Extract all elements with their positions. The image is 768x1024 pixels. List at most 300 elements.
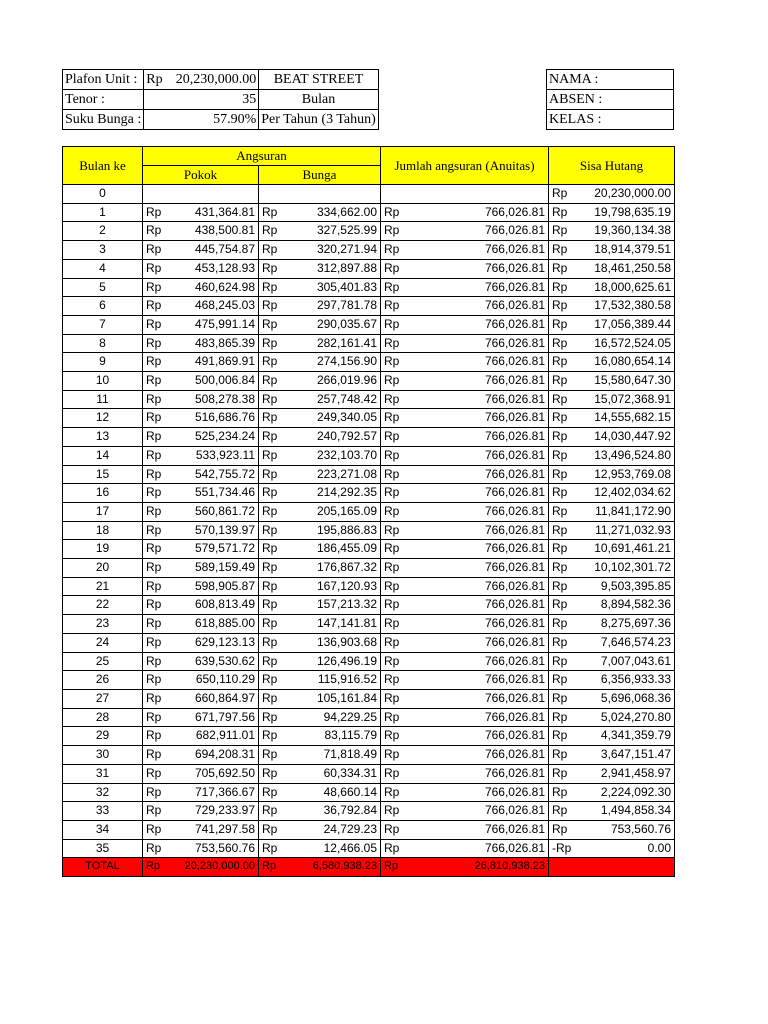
pokok-value: 533,923.11 bbox=[195, 447, 255, 462]
table-row bbox=[63, 334, 675, 353]
jumlah-cell bbox=[381, 783, 549, 802]
pokok-value: 589,159.49 bbox=[194, 560, 255, 575]
currency-label: Rp bbox=[262, 354, 278, 369]
bunga-value: 167,120.93 bbox=[316, 578, 377, 593]
pokok-value: 694,208.31 bbox=[194, 747, 255, 762]
bunga-value: 71,818.49 bbox=[323, 747, 377, 762]
currency-label: Rp bbox=[262, 279, 278, 294]
bulan-cell: 21 bbox=[63, 577, 143, 596]
currency-label: Rp bbox=[262, 204, 278, 219]
total-row bbox=[63, 858, 675, 877]
jumlah-cell bbox=[381, 278, 549, 297]
pokok-value: 570,139.97 bbox=[194, 522, 255, 537]
currency-label: Rp bbox=[146, 466, 162, 481]
currency-label: Rp bbox=[262, 223, 278, 238]
pokok-cell bbox=[143, 633, 259, 652]
bunga-cell bbox=[259, 484, 381, 503]
bunga-value: 266,019.96 bbox=[316, 373, 377, 388]
currency-label: Rp bbox=[262, 373, 278, 388]
sisa-cell bbox=[549, 465, 675, 484]
bulan-cell: 24 bbox=[63, 633, 143, 652]
pokok-cell bbox=[143, 241, 259, 260]
total-jumlah-cell bbox=[381, 858, 549, 877]
bunga-value: 83,115.79 bbox=[324, 728, 377, 743]
currency-label: Rp bbox=[146, 634, 162, 649]
pokok-cell bbox=[143, 222, 259, 241]
pokok-value: 500,006.84 bbox=[194, 373, 255, 388]
currency-label: Rp bbox=[384, 634, 400, 649]
bunga-value: 305,401.83 bbox=[316, 279, 377, 294]
bunga-cell bbox=[259, 671, 381, 690]
sisa-value: 9,503,395.85 bbox=[600, 578, 671, 593]
currency-label: Rp bbox=[262, 298, 278, 313]
pokok-value: 705,692.50 bbox=[194, 765, 255, 780]
currency-label: Rp bbox=[146, 447, 162, 462]
total-pokok-cell bbox=[143, 858, 259, 877]
currency-label: Rp bbox=[262, 242, 278, 257]
sisa-cell bbox=[549, 746, 675, 765]
currency-label: Rp bbox=[384, 522, 400, 537]
currency-label: Rp bbox=[552, 279, 568, 294]
bunga-cell bbox=[259, 559, 381, 578]
currency-label: Rp bbox=[262, 728, 278, 743]
currency-label: Rp bbox=[384, 204, 400, 219]
bunga-cell bbox=[259, 241, 381, 260]
jumlah-cell bbox=[381, 839, 549, 858]
table-row bbox=[63, 615, 675, 634]
sisa-value: 7,007,043.61 bbox=[600, 653, 671, 668]
student-info-table bbox=[546, 69, 674, 130]
currency-label: Rp bbox=[262, 335, 278, 350]
currency-label: Rp bbox=[146, 672, 162, 687]
currency-label: Rp bbox=[146, 298, 162, 313]
bulan-cell: 14 bbox=[63, 446, 143, 465]
jumlah-cell bbox=[381, 297, 549, 316]
currency-label: Rp bbox=[552, 634, 568, 649]
bunga-value: 24,729.23 bbox=[323, 821, 377, 836]
bunga-value: 232,103.70 bbox=[316, 447, 377, 462]
pokok-cell bbox=[143, 802, 259, 821]
table-row bbox=[63, 353, 675, 372]
currency-label: Rp bbox=[552, 672, 568, 687]
sisa-cell bbox=[549, 334, 675, 353]
pokok-cell bbox=[143, 746, 259, 765]
jumlah-value: 766,026.81 bbox=[484, 765, 545, 780]
bunga-cell bbox=[259, 334, 381, 353]
bunga-value: 195,886.83 bbox=[316, 522, 377, 537]
currency-label: Rp bbox=[146, 223, 162, 238]
col-header-pokok: Pokok bbox=[143, 166, 259, 185]
currency-label: Rp bbox=[552, 803, 568, 818]
jumlah-cell bbox=[381, 502, 549, 521]
currency-label: Rp bbox=[146, 803, 162, 818]
currency-label: Rp bbox=[552, 503, 568, 518]
jumlah-cell bbox=[381, 222, 549, 241]
pokok-cell bbox=[143, 652, 259, 671]
bunga-value: 36,792.84 bbox=[323, 803, 377, 818]
bunga-cell bbox=[259, 297, 381, 316]
sisa-value: 11,841,172.90 bbox=[595, 503, 671, 518]
sisa-cell bbox=[549, 278, 675, 297]
currency-label: Rp bbox=[384, 391, 400, 406]
table-row bbox=[63, 502, 675, 521]
sisa-cell bbox=[549, 484, 675, 503]
jumlah-value: 766,026.81 bbox=[484, 410, 545, 425]
total-pokok: 20,230,000.00 bbox=[184, 860, 255, 873]
bunga-value: 257,748.42 bbox=[316, 391, 377, 406]
jumlah-cell bbox=[381, 577, 549, 596]
sisa-value: 19,798,635.19 bbox=[594, 204, 671, 219]
currency-label: Rp bbox=[262, 765, 278, 780]
currency-label: Rp bbox=[146, 709, 162, 724]
sisa-cell bbox=[549, 259, 675, 278]
jumlah-value: 766,026.81 bbox=[484, 429, 545, 444]
sisa-value: 15,072,368.91 bbox=[594, 391, 671, 406]
jumlah-cell bbox=[381, 372, 549, 391]
pokok-cell bbox=[143, 353, 259, 372]
bulan-cell: 2 bbox=[63, 222, 143, 241]
sisa-value: 8,894,582.36 bbox=[600, 597, 671, 612]
sisa-value: 0.00 bbox=[647, 840, 671, 855]
jumlah-cell bbox=[381, 559, 549, 578]
jumlah-cell bbox=[381, 315, 549, 334]
currency-label: Rp bbox=[146, 821, 162, 836]
bunga-value: 136,903.68 bbox=[316, 634, 377, 649]
bunga-cell bbox=[259, 353, 381, 372]
col-header-bulan: Bulan ke bbox=[63, 147, 143, 185]
sisa-value: 10,102,301.72 bbox=[594, 560, 671, 575]
bulan-cell: 6 bbox=[63, 297, 143, 316]
bulan-cell: 7 bbox=[63, 315, 143, 334]
loan-summary-table bbox=[62, 69, 379, 130]
bulan-cell: 19 bbox=[63, 540, 143, 559]
pokok-cell bbox=[143, 428, 259, 447]
bunga-value: 282,161.41 bbox=[316, 335, 377, 350]
jumlah-value: 766,026.81 bbox=[484, 578, 545, 593]
jumlah-value: 766,026.81 bbox=[484, 728, 545, 743]
sisa-cell bbox=[549, 671, 675, 690]
pokok-cell bbox=[143, 559, 259, 578]
currency-label: Rp bbox=[384, 672, 400, 687]
currency-label: Rp bbox=[552, 616, 568, 631]
currency-label: Rp bbox=[384, 784, 400, 799]
bunga-cell bbox=[259, 540, 381, 559]
total-label: TOTAL bbox=[63, 858, 143, 877]
currency-label: Rp bbox=[262, 690, 278, 705]
currency-label: Rp bbox=[384, 860, 399, 873]
pokok-cell bbox=[143, 839, 259, 858]
jumlah-cell bbox=[381, 484, 549, 503]
bulan-cell: 25 bbox=[63, 652, 143, 671]
bulan-cell: 11 bbox=[63, 390, 143, 409]
bunga-cell bbox=[259, 185, 381, 204]
bunga-cell bbox=[259, 652, 381, 671]
pokok-value: 671,797.56 bbox=[194, 709, 255, 724]
currency-label: Rp bbox=[262, 485, 278, 500]
total-sisa-cell bbox=[549, 858, 675, 877]
table-row bbox=[63, 409, 675, 428]
bunga-cell bbox=[259, 633, 381, 652]
sisa-value: 6,356,933.33 bbox=[600, 672, 671, 687]
bunga-cell bbox=[259, 315, 381, 334]
table-row bbox=[63, 278, 675, 297]
sisa-cell bbox=[549, 502, 675, 521]
currency-label: Rp bbox=[552, 466, 568, 481]
jumlah-value: 766,026.81 bbox=[484, 747, 545, 762]
col-header-sisa: Sisa Hutang bbox=[549, 147, 675, 185]
sisa-cell bbox=[549, 521, 675, 540]
currency-label: Rp bbox=[146, 279, 162, 294]
pokok-value: 453,128.93 bbox=[194, 260, 255, 275]
currency-label: Rp bbox=[384, 709, 400, 724]
sisa-cell bbox=[549, 764, 675, 783]
table-row bbox=[63, 222, 675, 241]
pokok-value: 741,297.58 bbox=[194, 821, 255, 836]
bulan-cell: 15 bbox=[63, 465, 143, 484]
jumlah-value: 766,026.81 bbox=[484, 597, 545, 612]
sisa-cell bbox=[549, 428, 675, 447]
sisa-value: 15,580,647.30 bbox=[594, 373, 671, 388]
jumlah-value: 766,026.81 bbox=[484, 672, 545, 687]
currency-label: Rp bbox=[262, 447, 278, 462]
sisa-cell bbox=[549, 185, 675, 204]
currency-label: Rp bbox=[552, 709, 568, 724]
pokok-value: 579,571.72 bbox=[194, 541, 255, 556]
jumlah-cell bbox=[381, 596, 549, 615]
pokok-cell bbox=[143, 484, 259, 503]
bulan-cell: 31 bbox=[63, 764, 143, 783]
jumlah-cell bbox=[381, 259, 549, 278]
pokok-value: 542,755.72 bbox=[194, 466, 255, 481]
sisa-cell bbox=[549, 559, 675, 578]
sisa-value: 16,080,654.14 bbox=[594, 354, 671, 369]
table-row bbox=[63, 559, 675, 578]
pokok-value: 475,991.14 bbox=[194, 316, 255, 331]
bulan-cell: 20 bbox=[63, 559, 143, 578]
pokok-cell bbox=[143, 764, 259, 783]
sisa-cell bbox=[549, 689, 675, 708]
currency-label: Rp bbox=[146, 840, 162, 855]
sisa-cell bbox=[549, 241, 675, 260]
bunga-cell bbox=[259, 259, 381, 278]
bunga-value: 290,035.67 bbox=[316, 316, 377, 331]
currency-label: Rp bbox=[384, 597, 400, 612]
currency-label: Rp bbox=[384, 690, 400, 705]
currency-label: Rp bbox=[384, 429, 400, 444]
pokok-value: 729,233.97 bbox=[194, 803, 255, 818]
product-name: BEAT STREET bbox=[259, 70, 379, 90]
pokok-value: 629,123.13 bbox=[194, 634, 255, 649]
bunga-cell bbox=[259, 689, 381, 708]
nama-field[interactable]: NAMA : bbox=[547, 70, 674, 90]
absen-field[interactable]: ABSEN : bbox=[547, 90, 674, 110]
tenor-value: 35 bbox=[144, 90, 259, 110]
jumlah-value: 766,026.81 bbox=[484, 485, 545, 500]
currency-label: Rp bbox=[384, 485, 400, 500]
plafon-value-cell bbox=[144, 70, 259, 90]
jumlah-value: 766,026.81 bbox=[484, 242, 545, 257]
currency-label: Rp bbox=[552, 728, 568, 743]
bunga-cell bbox=[259, 783, 381, 802]
jumlah-cell bbox=[381, 820, 549, 839]
currency-label: Rp bbox=[552, 485, 568, 500]
bulan-cell: 0 bbox=[63, 185, 143, 204]
currency-label: Rp bbox=[384, 298, 400, 313]
bunga-cell bbox=[259, 615, 381, 634]
bulan-cell: 35 bbox=[63, 839, 143, 858]
sisa-value: 5,024,270.80 bbox=[600, 709, 671, 724]
currency-label: Rp bbox=[262, 653, 278, 668]
jumlah-value: 766,026.81 bbox=[484, 634, 545, 649]
bunga-value: 48,660.14 bbox=[323, 784, 377, 799]
sisa-value: 7,646,574.23 bbox=[600, 634, 671, 649]
bunga-cell bbox=[259, 839, 381, 858]
currency-label: Rp bbox=[384, 840, 400, 855]
jumlah-cell bbox=[381, 446, 549, 465]
currency-label: Rp bbox=[552, 765, 568, 780]
table-row bbox=[63, 727, 675, 746]
currency-label: Rp bbox=[262, 616, 278, 631]
table-row bbox=[63, 540, 675, 559]
currency-label: Rp bbox=[552, 186, 568, 200]
pokok-cell bbox=[143, 783, 259, 802]
bunga-cell bbox=[259, 428, 381, 447]
currency-label: Rp bbox=[262, 503, 278, 518]
jumlah-cell bbox=[381, 802, 549, 821]
jumlah-value: 766,026.81 bbox=[484, 503, 545, 518]
pokok-cell bbox=[143, 540, 259, 559]
bulan-cell: 12 bbox=[63, 409, 143, 428]
jumlah-value: 766,026.81 bbox=[484, 784, 545, 799]
currency-label: Rp bbox=[384, 728, 400, 743]
bulan-cell: 5 bbox=[63, 278, 143, 297]
pokok-value: 516,686.76 bbox=[194, 410, 255, 425]
pokok-value: 598,905.87 bbox=[194, 578, 255, 593]
bulan-cell: 23 bbox=[63, 615, 143, 634]
currency-label: Rp bbox=[146, 541, 162, 556]
table-row bbox=[63, 390, 675, 409]
sisa-cell bbox=[549, 390, 675, 409]
table-row bbox=[63, 708, 675, 727]
currency-label: Rp bbox=[552, 429, 568, 444]
currency-label: Rp bbox=[552, 578, 568, 593]
currency-label: Rp bbox=[384, 316, 400, 331]
jumlah-value: 766,026.81 bbox=[484, 298, 545, 313]
table-row bbox=[63, 689, 675, 708]
currency-label: Rp bbox=[552, 223, 568, 238]
currency-label: Rp bbox=[262, 466, 278, 481]
pokok-cell bbox=[143, 372, 259, 391]
jumlah-cell bbox=[381, 708, 549, 727]
bulan-cell: 32 bbox=[63, 783, 143, 802]
bunga-value: 186,455.09 bbox=[316, 541, 377, 556]
bulan-cell: 10 bbox=[63, 372, 143, 391]
currency-label: Rp bbox=[552, 784, 568, 799]
currency-label: Rp bbox=[384, 410, 400, 425]
currency-label: Rp bbox=[262, 522, 278, 537]
pokok-value: 525,234.24 bbox=[194, 429, 255, 444]
sisa-cell bbox=[549, 353, 675, 372]
jumlah-cell bbox=[381, 465, 549, 484]
jumlah-value: 766,026.81 bbox=[484, 279, 545, 294]
jumlah-cell bbox=[381, 671, 549, 690]
currency-label: Rp bbox=[262, 634, 278, 649]
jumlah-cell bbox=[381, 409, 549, 428]
currency-label: Rp bbox=[262, 410, 278, 425]
pokok-value: 650,110.29 bbox=[195, 672, 255, 687]
currency-label: Rp bbox=[552, 653, 568, 668]
table-row bbox=[63, 372, 675, 391]
tenor-unit: Bulan bbox=[259, 90, 379, 110]
currency-label: Rp bbox=[552, 747, 568, 762]
pokok-cell bbox=[143, 465, 259, 484]
jumlah-cell bbox=[381, 521, 549, 540]
currency-label: Rp bbox=[552, 821, 568, 836]
table-row bbox=[63, 521, 675, 540]
jumlah-cell bbox=[381, 633, 549, 652]
pokok-value: 483,865.39 bbox=[194, 335, 255, 350]
sisa-cell bbox=[549, 615, 675, 634]
jumlah-value: 766,026.81 bbox=[484, 316, 545, 331]
table-row bbox=[63, 315, 675, 334]
pokok-value: 491,869.91 bbox=[194, 354, 255, 369]
bunga-value: 205,165.09 bbox=[316, 503, 377, 518]
col-header-angsuran: Angsuran bbox=[143, 147, 381, 166]
sisa-cell bbox=[549, 839, 675, 858]
jumlah-cell bbox=[381, 353, 549, 372]
pokok-cell bbox=[143, 502, 259, 521]
currency-label: Rp bbox=[552, 690, 568, 705]
col-header-jumlah: Jumlah angsuran (Anuitas) bbox=[381, 147, 549, 185]
bunga-cell bbox=[259, 596, 381, 615]
table-row bbox=[63, 746, 675, 765]
pokok-value: 660,864.97 bbox=[194, 690, 255, 705]
sisa-value: 18,914,379.51 bbox=[594, 242, 671, 257]
bunga-cell bbox=[259, 278, 381, 297]
jumlah-value: 766,026.81 bbox=[484, 223, 545, 238]
currency-label: Rp bbox=[262, 541, 278, 556]
jumlah-value: 766,026.81 bbox=[484, 560, 545, 575]
currency-label: Rp bbox=[146, 860, 161, 873]
jumlah-value: 766,026.81 bbox=[484, 335, 545, 350]
currency-label: Rp bbox=[384, 354, 400, 369]
jumlah-cell bbox=[381, 241, 549, 260]
bunga-cell bbox=[259, 820, 381, 839]
jumlah-value: 766,026.81 bbox=[484, 803, 545, 818]
bunga-cell bbox=[259, 727, 381, 746]
sisa-cell bbox=[549, 372, 675, 391]
bunga-value: 60,334.31 bbox=[323, 765, 377, 780]
currency-label: Rp bbox=[146, 503, 162, 518]
currency-label: Rp bbox=[552, 410, 568, 425]
table-row bbox=[63, 652, 675, 671]
currency-label: Rp bbox=[146, 260, 162, 275]
bunga-cell bbox=[259, 764, 381, 783]
bunga-value: 327,525.99 bbox=[316, 223, 377, 238]
table-row bbox=[63, 297, 675, 316]
kelas-field[interactable]: KELAS : bbox=[547, 110, 674, 130]
sisa-value: 14,555,682.15 bbox=[594, 410, 671, 425]
currency-label: Rp bbox=[262, 578, 278, 593]
table-row bbox=[63, 446, 675, 465]
sisa-value: 18,461,250.58 bbox=[594, 260, 671, 275]
jumlah-cell bbox=[381, 390, 549, 409]
currency-label: Rp bbox=[146, 597, 162, 612]
sisa-cell bbox=[549, 633, 675, 652]
bulan-cell: 16 bbox=[63, 484, 143, 503]
bulan-cell: 18 bbox=[63, 521, 143, 540]
pokok-cell bbox=[143, 727, 259, 746]
